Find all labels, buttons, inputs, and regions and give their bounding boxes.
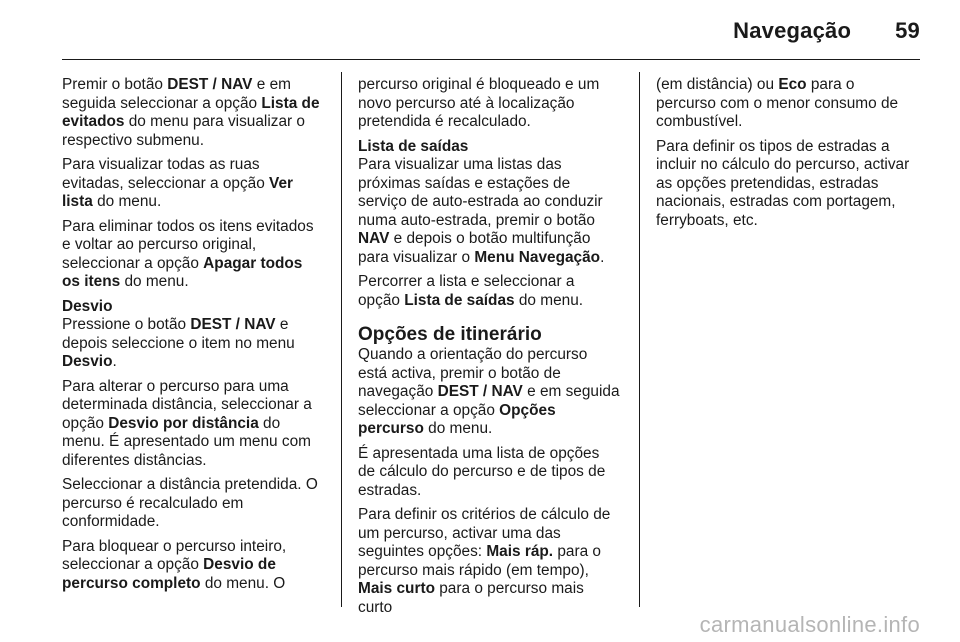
paragraph: Para visualizar uma listas das próximas saídas e estações de serviço de auto-estrada ao conduzir numa auto-estrada, premir o botão NAV e depois o botão multifunção para visualizar o Menu Navegação.: [358, 156, 605, 266]
column-3: [656, 76, 918, 236]
paragraph: É apresentada uma lista de opções de cálculo do percurso e de tipos de estradas.: [358, 444, 606, 499]
paragraph: Premir o botão DEST / NAV e em seguida seleccionar a opção Lista de evitados do menu para visualizar o respectivo submenu.: [62, 76, 320, 149]
paragraph: Pressione o botão DEST / NAV e depois seleccione o item no menu Desvio.: [62, 316, 295, 370]
paragraph: Percorrer a lista e seleccionar a opção Lista de saídas do menu.: [358, 273, 584, 309]
page-number: 59: [895, 18, 920, 43]
paragraph: Para visualizar todas as ruas evitadas, seleccionar a opção Ver lista do menu.: [62, 156, 294, 210]
paragraph: percurso original é bloqueado e um novo percurso até à localização pretendida é recalculado.: [358, 76, 600, 130]
section-heading-opcoes-de-itinerario: Opções de itinerário: [358, 324, 542, 345]
column-divider-2: [639, 72, 640, 607]
column-2: [358, 76, 620, 623]
header-rule: [62, 59, 920, 60]
paragraph: Quando a orientação do percurso está activa, premir o botão de navegação DEST / NAV e em seguida seleccionar a opção Opções percurso do menu.: [358, 346, 620, 437]
paragraph: (em distância) ou Eco para o percurso com o menor consumo de combustível.: [656, 76, 899, 130]
subheading-lista-de-saidas: Lista de saídas: [358, 137, 469, 155]
paragraph: Seleccionar a distância pretendida. O percurso é recalculado em conformidade.: [62, 476, 318, 530]
subheading-desvio: Desvio: [62, 297, 113, 315]
paragraph: Para eliminar todos os itens evitados e voltar ao percurso original, seleccionar a opção Apagar todos os itens do menu.: [62, 217, 314, 290]
column-1: [62, 76, 324, 599]
column-divider-1: [341, 72, 342, 607]
paragraph: Para definir os critérios de cálculo de um percurso, activar uma das seguintes opções: Mais ráp. para o percurso mais rápido (em tempo), Mais curto para o percurso mais curto: [358, 506, 611, 616]
paragraph: Para definir os tipos de estradas a incluir no cálculo do percurso, activar as opções pretendidas, estradas nacionais, estradas com portagem, ferryboats, etc.: [656, 137, 910, 229]
page-header: [733, 18, 920, 44]
header-title: Navegação: [733, 18, 852, 43]
paragraph: Para alterar o percurso para uma determinada distância, seleccionar a opção Desvio por distância do menu. É apresentado um menu com diferentes distâncias.: [62, 377, 312, 469]
paragraph: Para bloquear o percurso inteiro, seleccionar a opção Desvio de percurso completo do menu. O: [62, 537, 287, 592]
watermark-text: carmanualsonline.info: [699, 612, 920, 637]
